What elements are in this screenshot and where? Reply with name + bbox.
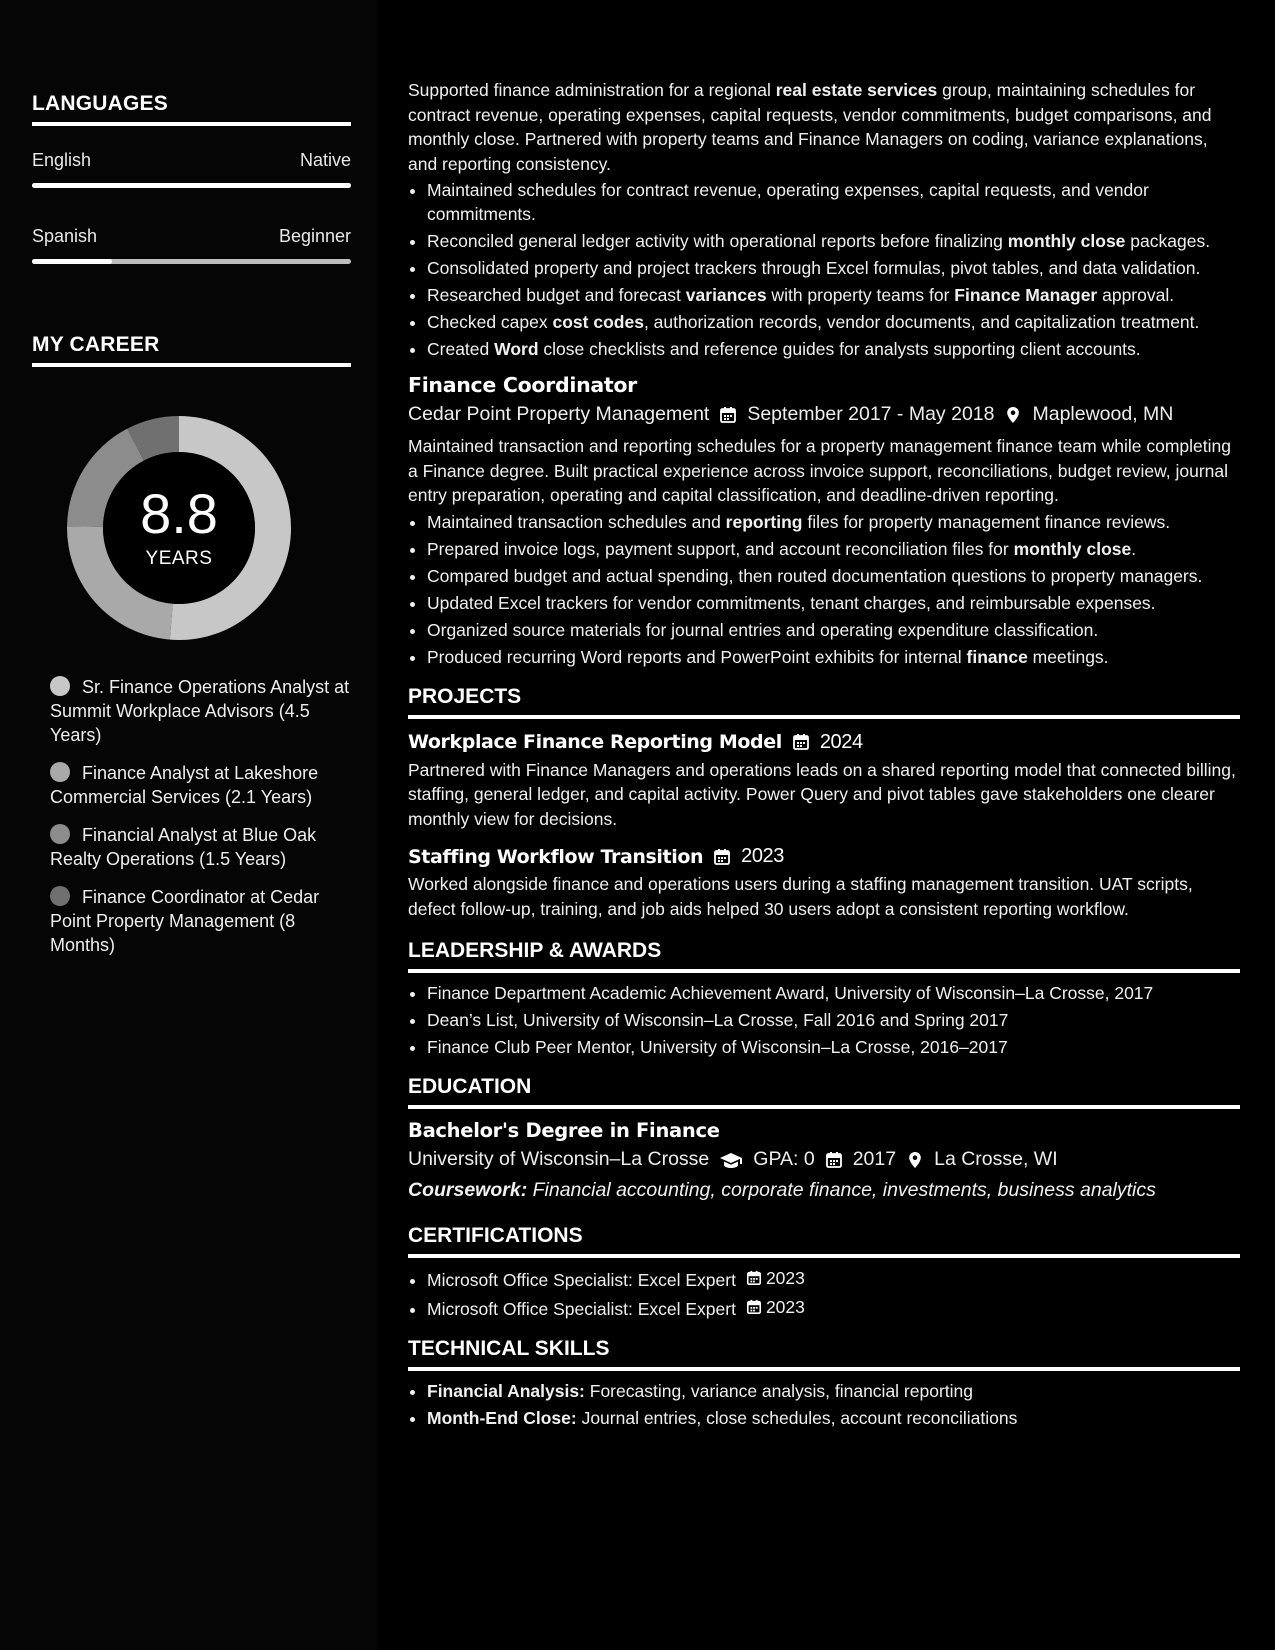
languages-section [32, 92, 351, 264]
legend-dot-icon [50, 824, 70, 844]
legend-dot-icon [50, 762, 70, 782]
certification-year: 2023 [765, 1297, 805, 1317]
job-bullet: • Compared budget and actual spending, then routed documentation questions to property managers. [427, 564, 1240, 588]
language-proficiency-fill [32, 183, 351, 188]
text: approval. [1097, 285, 1175, 305]
job-bullet [427, 337, 1240, 361]
job-bullet: • Maintained schedules for contract revenue, operating expenses, capital requests, and vendor commitments. [427, 178, 1240, 226]
job-bullets [408, 510, 1240, 669]
text: . [1131, 538, 1137, 559]
career-section [32, 333, 351, 367]
text: Produced recurring Word reports and PowerPoint exhibits for internal [427, 646, 967, 667]
project-title: Staffing Workflow Transition [408, 845, 704, 868]
project-year: 2023 [741, 845, 785, 867]
legend-dot-icon [50, 886, 70, 906]
language-proficiency-fill [32, 259, 112, 264]
text: Researched budget and forecast [427, 285, 686, 305]
job-bullet [427, 310, 1240, 334]
career-legend-label: Finance Analyst at Lakeshore Commercial Services (2.1 Years) [50, 763, 319, 807]
career-donut-center [66, 415, 292, 641]
career-legend-item [50, 885, 350, 957]
job-bullet: • Organized source materials for journal entries and operating expenditure classification. [427, 618, 1240, 642]
job-meta [408, 403, 1240, 426]
leadership-item: • Finance Department Academic Achievement Award, University of Wisconsin–La Crosse, 2017 [427, 981, 1240, 1005]
certification-date [746, 1266, 805, 1290]
project-title-row [408, 845, 1240, 868]
sidebar [0, 0, 378, 1650]
text-bold: real estate services [775, 80, 938, 100]
text: Reconciled general ledger activity with operational reports before finalizing [427, 231, 1008, 251]
career-legend-label: Sr. Finance Operations Analyst at Summit Workplace Advisors (4.5 Years) [50, 677, 350, 745]
education-heading: EDUCATION [408, 1075, 1240, 1109]
career-total-value: 8.8 [140, 482, 218, 545]
projects-heading: PROJECTS [408, 685, 1240, 719]
certification-item [427, 1266, 1240, 1292]
job-bullet [427, 283, 1240, 307]
project-title: Workplace Finance Reporting Model [408, 731, 782, 753]
project-description: Worked alongside finance and operations users during a staffing management transition. UAT scripts, defect follow-up, training, and job aids helped 30 users adopt a consistent reporting workflow. [408, 874, 1193, 919]
language-name: English [32, 150, 92, 170]
career-heading: MY CAREER [32, 333, 351, 367]
education-gpa: GPA: 0 [753, 1148, 815, 1170]
text-bold: monthly close [1013, 538, 1132, 559]
graduation-cap-icon [719, 1151, 743, 1169]
education-year: 2017 [852, 1148, 897, 1170]
education-degree: Bachelor's Degree in Finance [408, 1119, 720, 1142]
career-legend-label: Financial Analyst at Blue Oak Realty Operations (1.5 Years) [50, 825, 317, 869]
calendar-icon [746, 1270, 762, 1286]
job-summary: Maintained transaction and reporting schedules for a property management finance team while completing a Finance degree. Built practical experience across invoice support, reconciliations, budget review, journal entry preparation, operating and capital classification, and deadline-driven reporting. [408, 436, 1231, 505]
certifications-heading: CERTIFICATIONS [408, 1224, 1240, 1258]
job-location: Maplewood, MN [1032, 403, 1174, 425]
text-bold: reporting [725, 511, 803, 532]
skill-value: Forecasting, variance analysis, financial reporting [584, 1381, 974, 1401]
calendar-icon [825, 1151, 843, 1169]
text-bold: finance [966, 646, 1028, 667]
job-title: Finance Coordinator [408, 373, 637, 397]
text: Maintained transaction schedules and [427, 511, 726, 532]
job-bullets [408, 178, 1240, 361]
skill-item [427, 1379, 1240, 1403]
calendar-icon [746, 1299, 762, 1315]
certification-item [427, 1295, 1240, 1321]
job-bullet: • Consolidated property and project trackers through Excel formulas, pivot tables, and data validation. [427, 256, 1240, 280]
text-bold: Finance Manager [954, 285, 1098, 305]
job-bullet [427, 645, 1240, 669]
text: files for property management finance reviews. [802, 511, 1171, 532]
career-donut-chart [66, 415, 292, 641]
job-bullet [427, 510, 1240, 534]
skill-value: Journal entries, close schedules, account reconciliations [576, 1408, 1018, 1428]
education-meta [408, 1148, 1240, 1171]
location-pin-icon [906, 1151, 924, 1169]
text-bold: variances [685, 285, 767, 305]
text: with property teams for [766, 285, 955, 305]
leadership-item: • Finance Club Peer Mentor, University of Wisconsin–La Crosse, 2016–2017 [427, 1035, 1240, 1059]
language-row [32, 150, 351, 171]
calendar-icon [719, 406, 737, 424]
text: Prepared invoice logs, payment support, and account reconciliation files for [427, 538, 1014, 559]
education-location: La Crosse, WI [934, 1148, 1058, 1170]
coursework-label: Coursework: [408, 1179, 528, 1201]
job-summary [408, 78, 1240, 176]
career-legend-item [50, 823, 350, 871]
education-school: University of Wisconsin–La Crosse [408, 1148, 710, 1170]
career-legend-label: Finance Coordinator at Cedar Point Property Management (8 Months) [50, 887, 320, 955]
certification-name: Microsoft Office Specialist: Excel Expert [427, 1299, 736, 1319]
certification-date [746, 1295, 805, 1319]
language-row [32, 226, 351, 247]
job-bullet [427, 229, 1240, 253]
job-company: Cedar Point Property Management [408, 403, 710, 425]
legend-dot-icon [50, 676, 70, 696]
skill-item [427, 1406, 1240, 1430]
languages-heading: LANGUAGES [32, 92, 351, 126]
certification-year: 2023 [765, 1268, 805, 1288]
skill-label: Financial Analysis: [427, 1381, 585, 1401]
career-total-unit: YEARS [145, 548, 213, 569]
language-level: Native [299, 150, 351, 170]
text-bold: Word [494, 339, 539, 359]
language-proficiency-bar [32, 183, 351, 188]
main-content [378, 0, 1275, 1650]
text: meetings. [1027, 646, 1109, 667]
job-bullet [427, 537, 1240, 561]
career-legend-item [50, 761, 350, 809]
text: Created [427, 339, 495, 359]
career-legend-item [50, 675, 350, 747]
text: Supported finance administration for a regional [408, 80, 776, 100]
certifications-list [408, 1266, 1240, 1321]
education-coursework [408, 1179, 1240, 1202]
text-bold: cost codes [552, 312, 644, 332]
skill-label: Month-End Close: [427, 1408, 577, 1428]
text: close checklists and reference guides for analysts supporting client accounts. [538, 339, 1141, 359]
skills-heading: TECHNICAL SKILLS [408, 1337, 1240, 1371]
job-bullet: • Updated Excel trackers for vendor commitments, tenant charges, and reimbursable expenses. [427, 591, 1240, 615]
language-level: Beginner [278, 226, 351, 246]
text-bold: monthly close [1007, 231, 1126, 251]
leadership-list [408, 981, 1240, 1059]
project-description: Partnered with Finance Managers and operations leads on a shared reporting model that connected billing, staffing, general ledger, and capital activity. Power Query and pivot tables gave stakeholders one clearer monthly view for decisions. [408, 759, 1236, 829]
language-name: Spanish [32, 226, 98, 246]
leadership-heading: LEADERSHIP & AWARDS [408, 939, 1240, 973]
leadership-item: • Dean’s List, University of Wisconsin–La Crosse, Fall 2016 and Spring 2017 [427, 1008, 1240, 1032]
calendar-icon [792, 733, 810, 751]
text: group, maintaining schedules for contract revenue, operating expenses, capital requests, vendor commitments, budget comparisons, and monthly close. Partnered with property teams and Finance Managers on coding, variance explanations, and reporting consistency. [408, 80, 1212, 174]
text: packages. [1125, 231, 1211, 251]
job-dates: September 2017 - May 2018 [747, 403, 995, 425]
project-title-row [408, 731, 1240, 754]
text: Checked capex [427, 312, 553, 332]
calendar-icon [713, 848, 731, 866]
text: , authorization records, vendor documents, and capitalization treatment. [643, 312, 1200, 332]
project-year: 2024 [819, 730, 863, 753]
language-proficiency-bar [32, 259, 351, 264]
coursework-text: Financial accounting, corporate finance, investments, business analytics [527, 1179, 1156, 1201]
certification-name: Microsoft Office Specialist: Excel Expert [427, 1270, 736, 1290]
career-legend [50, 675, 350, 971]
skills-list [408, 1379, 1240, 1430]
location-pin-icon [1004, 406, 1022, 424]
